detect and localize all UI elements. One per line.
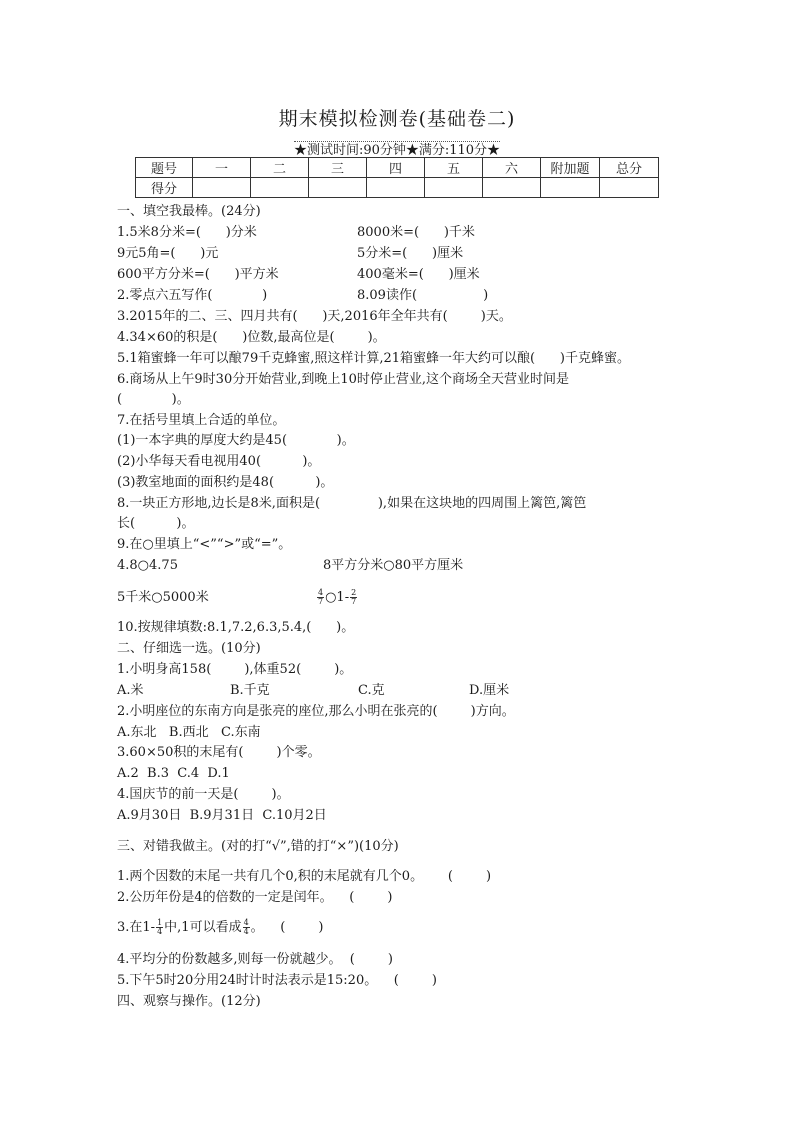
score-blank[interactable] <box>600 178 659 198</box>
exam-info <box>0 139 794 158</box>
score-table-header-row <box>136 158 659 178</box>
exam-info-text: ★测试时间:90分钟★满分:110分★ <box>293 143 501 158</box>
question: 1.小明身高158( ),体重52( )。 <box>117 662 353 677</box>
score-blank[interactable] <box>193 178 251 198</box>
question: 4.8○4.75 <box>117 558 178 573</box>
question: 8平方分米○80平方厘米 <box>323 558 464 573</box>
option: A.9月30日 B.9月31日 C.10月2日 <box>117 808 327 823</box>
score-table-score-row <box>136 178 659 198</box>
fraction-one-quarter: $\frac{1}{4}$ <box>157 918 163 936</box>
question: (3)教室地面的面积约是48( )。 <box>117 475 334 490</box>
question: 9.在○里填上“<”“>”或“=”。 <box>117 537 292 552</box>
score-cell: 一 <box>193 158 251 178</box>
question: 7.在括号里填上合适的单位。 <box>117 413 286 428</box>
option: A.米 <box>117 683 144 698</box>
section-heading: 二、仔细选一选。(10分) <box>117 641 261 656</box>
score-cell: 题号 <box>136 158 193 178</box>
fraction-four-sevenths: $\frac{4}{7}$ <box>318 588 324 606</box>
question: 4.国庆节的前一天是( )。 <box>117 787 290 802</box>
question: 8.09读作( ) <box>357 288 489 303</box>
question: 4.34×60的积是( )位数,最高位是( )。 <box>117 330 386 345</box>
question: 9元5角=( )元 <box>117 246 219 261</box>
score-cell: 六 <box>483 158 541 178</box>
fraction-compare: $\frac{4}{7}$ ○1- $\frac{2}{7}$ <box>318 588 357 606</box>
option: C.克 <box>358 683 385 698</box>
score-cell: 附加题 <box>541 158 600 178</box>
question: 5分米=( )厘米 <box>357 246 464 261</box>
section-heading: 四、观察与操作。(12分) <box>117 994 261 1009</box>
question: 2.小明座位的东南方向是张亮的座位,那么小明在张亮的( )方向。 <box>117 704 515 719</box>
score-table <box>135 157 659 198</box>
score-blank[interactable] <box>251 178 309 198</box>
option: A.东北 B.西北 C.东南 <box>117 725 261 740</box>
option: D.厘米 <box>469 683 510 698</box>
question: 5千米○5000米 <box>117 590 209 605</box>
score-cell: 三 <box>309 158 367 178</box>
fraction-two-sevenths: $\frac{2}{7}$ <box>351 588 357 606</box>
question: 长( )。 <box>117 516 195 531</box>
question: 6.商场从上午9时30分开始营业,到晚上10时停止营业,这个商场全天营业时间是 <box>117 372 570 387</box>
question: 4.平均分的份数越多,则每一份就越少。 ( ) <box>117 952 394 967</box>
question: 600平方分米=( )平方米 <box>117 267 279 282</box>
score-blank[interactable] <box>541 178 600 198</box>
question: 3.2015年的二、三、四月共有( )天,2016年全年共有( )天。 <box>117 309 512 324</box>
question: 3.在1- $\frac{1}{4}$ 中,1可以看成 $\frac{4}{4}$ 。 ( ) <box>117 918 324 936</box>
option: A.2 B.3 C.4 D.1 <box>117 766 230 781</box>
question: 1.5米8分米=( )分米 <box>117 225 257 240</box>
option: B.千克 <box>230 683 270 698</box>
score-cell: 四 <box>367 158 425 178</box>
score-blank[interactable] <box>483 178 541 198</box>
question: 5.1箱蜜蜂一年可以酿79千克蜂蜜,照这样计算,21箱蜜蜂一年大约可以酿( )千克蜂蜜。 <box>117 351 630 366</box>
fraction-four-quarters: $\frac{4}{4}$ <box>243 918 249 936</box>
question: ( )。 <box>117 392 190 407</box>
question: 2.零点六五写作( ) <box>117 288 268 303</box>
score-cell: 五 <box>425 158 483 178</box>
question: 8000米=( )千米 <box>357 225 475 240</box>
question: 400毫米=( )厘米 <box>357 267 480 282</box>
question: 1.两个因数的末尾一共有几个0,积的末尾就有几个0。 ( ) <box>117 869 492 884</box>
question: 3.60×50积的末尾有( )个零。 <box>117 745 321 760</box>
score-cell: 总分 <box>600 158 659 178</box>
question: 2.公历年份是4的倍数的一定是闰年。 ( ) <box>117 890 393 905</box>
question: (2)小华每天看电视用40( )。 <box>117 454 321 469</box>
question: 5.下午5时20分用24时计时法表示是15:20。 ( ) <box>117 973 437 988</box>
question: 8.一块正方形地,边长是8米,面积是( ),如果在这块地的四周围上篱笆,篱笆 <box>117 496 587 511</box>
page-title: 期末模拟检测卷(基础卷二) <box>278 108 516 130</box>
question: 10.按规律填数:8.1,7.2,6.3,5.4,( )。 <box>117 620 355 635</box>
section-heading: 一、填空我最棒。(24分) <box>117 204 261 219</box>
section-heading: 三、对错我做主。(对的打“√”,错的打“×”)(10分) <box>117 839 399 854</box>
score-blank[interactable] <box>309 178 367 198</box>
question: (1)一本字典的厚度大约是45( )。 <box>117 433 355 448</box>
score-cell: 得分 <box>136 178 193 198</box>
score-blank[interactable] <box>425 178 483 198</box>
score-cell: 二 <box>251 158 309 178</box>
score-blank[interactable] <box>367 178 425 198</box>
